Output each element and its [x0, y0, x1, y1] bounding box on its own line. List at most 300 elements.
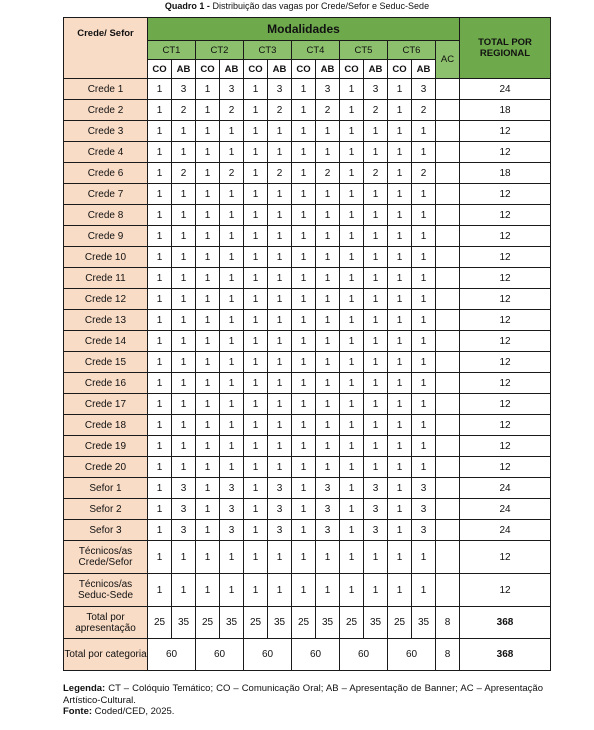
table-cell: 1	[364, 331, 388, 352]
corner-header: Crede/ Sefor	[64, 18, 148, 79]
table-cell: 1	[388, 268, 412, 289]
ac-cell	[436, 310, 460, 331]
table-cell: 1	[292, 226, 316, 247]
ac-cell	[436, 289, 460, 310]
table-cell: 1	[292, 541, 316, 574]
table-cell: 3	[220, 478, 244, 499]
table-cell: 1	[172, 457, 196, 478]
table-cell: 1	[388, 541, 412, 574]
co-header: CO	[388, 60, 412, 79]
table-cell: 1	[172, 205, 196, 226]
row-label: Crede 12	[64, 289, 148, 310]
row-label: Crede 15	[64, 352, 148, 373]
table-cell: 1	[292, 331, 316, 352]
table-cell: 1	[316, 247, 340, 268]
ct-header: CT3	[244, 41, 292, 60]
table-cell: 1	[268, 121, 292, 142]
table-cell: 1	[244, 436, 268, 457]
table-cell: 1	[340, 574, 364, 607]
ac-cell	[436, 79, 460, 100]
table-cell: 1	[244, 226, 268, 247]
table-cell: 1	[220, 289, 244, 310]
table-cell: 1	[364, 436, 388, 457]
ab-header: AB	[412, 60, 436, 79]
table-cell: 1	[412, 415, 436, 436]
table-cell: 1	[172, 184, 196, 205]
total-cell: 12	[460, 352, 551, 373]
table-cell: 1	[268, 373, 292, 394]
total-cell: 12	[460, 184, 551, 205]
table-cell: 1	[148, 436, 172, 457]
table-row	[64, 205, 551, 226]
co-header: CO	[292, 60, 316, 79]
table-cell: 1	[364, 247, 388, 268]
table-cell: 1	[244, 205, 268, 226]
table-cell: 1	[412, 310, 436, 331]
total-cell: 12	[460, 142, 551, 163]
row-label: Crede 4	[64, 142, 148, 163]
total-cell: 12	[460, 205, 551, 226]
table-cell: 1	[388, 247, 412, 268]
table-cell: 1	[172, 310, 196, 331]
table-cell: 1	[292, 574, 316, 607]
row-label: Total por categoria	[64, 639, 148, 671]
table-cell: 1	[316, 415, 340, 436]
table-cell: 3	[364, 478, 388, 499]
row-label: Crede 17	[64, 394, 148, 415]
table-cell: 2	[316, 163, 340, 184]
table-cell: 1	[292, 520, 316, 541]
table-cell: 1	[268, 574, 292, 607]
table-cell: 1	[196, 268, 220, 289]
table-cell: 1	[148, 373, 172, 394]
row-label: Total por apresentação	[64, 607, 148, 639]
ac-cell	[436, 205, 460, 226]
total-cell: 12	[460, 310, 551, 331]
table-row	[64, 499, 551, 520]
table-cell: 1	[268, 205, 292, 226]
total-cell: 24	[460, 478, 551, 499]
table-cell: 1	[172, 415, 196, 436]
table-cell: 1	[388, 499, 412, 520]
row-label: Sefor 3	[64, 520, 148, 541]
table-cell: 1	[340, 289, 364, 310]
table-cell: 1	[244, 331, 268, 352]
table-cell: 1	[148, 541, 172, 574]
row-label: Técnicos/as Seduc-Sede	[64, 574, 148, 607]
table-cell: 1	[196, 478, 220, 499]
table-cell: 1	[220, 436, 244, 457]
table-cell: 1	[292, 79, 316, 100]
table-cell: 1	[340, 520, 364, 541]
total-cell: 12	[460, 373, 551, 394]
table-cell: 35	[172, 607, 196, 639]
table-cell: 1	[316, 310, 340, 331]
table-cell: 1	[244, 121, 268, 142]
total-cell: 12	[460, 394, 551, 415]
table-cell: 1	[244, 352, 268, 373]
ct-header: CT5	[340, 41, 388, 60]
ct-header: CT1	[148, 41, 196, 60]
ac-cell	[436, 142, 460, 163]
table-cell: 1	[172, 226, 196, 247]
table-cell: 1	[148, 184, 172, 205]
table-cell: 1	[196, 436, 220, 457]
table-cell: 1	[364, 352, 388, 373]
table-cell: 1	[292, 373, 316, 394]
table-cell: 1	[340, 415, 364, 436]
table-cell: 1	[196, 331, 220, 352]
table-cell: 1	[412, 226, 436, 247]
category-total-cell: 60	[340, 639, 388, 671]
table-cell: 1	[412, 205, 436, 226]
row-label: Crede 10	[64, 247, 148, 268]
table-cell: 1	[220, 457, 244, 478]
legend-label: Legenda:	[63, 683, 106, 694]
table-cell: 1	[196, 520, 220, 541]
table-cell: 1	[268, 226, 292, 247]
total-cell: 12	[460, 415, 551, 436]
ac-cell	[436, 247, 460, 268]
table-cell: 3	[412, 478, 436, 499]
row-label: Crede 19	[64, 436, 148, 457]
total-cell: 12	[460, 226, 551, 247]
table-cell: 1	[148, 310, 172, 331]
row-label: Crede 1	[64, 79, 148, 100]
table-cell: 1	[268, 331, 292, 352]
table-cell: 1	[148, 415, 172, 436]
table-cell: 1	[244, 457, 268, 478]
table-cell: 1	[340, 100, 364, 121]
table-row	[64, 121, 551, 142]
table-cell: 1	[268, 142, 292, 163]
modalidades-header: Modalidades	[148, 18, 460, 41]
total-cell: 12	[460, 121, 551, 142]
ac-cell	[436, 436, 460, 457]
table-row	[64, 352, 551, 373]
table-cell: 1	[340, 436, 364, 457]
table-cell: 1	[244, 100, 268, 121]
table-cell: 1	[196, 373, 220, 394]
caption-text: Distribuição das vagas por Crede/Sefor e Seduc-Sede	[212, 1, 430, 11]
table-cell: 1	[148, 457, 172, 478]
table-cell: 1	[340, 478, 364, 499]
table-cell: 1	[268, 352, 292, 373]
table-cell: 25	[340, 607, 364, 639]
table-cell: 1	[316, 184, 340, 205]
table-cell: 1	[292, 100, 316, 121]
table-cell: 1	[292, 310, 316, 331]
table-row	[64, 289, 551, 310]
table-cell: 1	[172, 436, 196, 457]
table-cell: 1	[196, 205, 220, 226]
table-cell: 35	[412, 607, 436, 639]
table-cell: 1	[244, 163, 268, 184]
table-cell: 1	[292, 121, 316, 142]
table-cell: 1	[388, 79, 412, 100]
table-cell: 1	[388, 352, 412, 373]
table-cell: 3	[316, 79, 340, 100]
table-row	[64, 142, 551, 163]
table-cell: 1	[196, 121, 220, 142]
table-cell: 1	[412, 373, 436, 394]
ac-cell	[436, 184, 460, 205]
table-cell: 3	[172, 478, 196, 499]
table-cell: 1	[412, 394, 436, 415]
table-cell: 1	[196, 310, 220, 331]
table-cell: 1	[292, 415, 316, 436]
table-cell: 1	[316, 142, 340, 163]
table-cell: 1	[172, 394, 196, 415]
total-cell: 24	[460, 79, 551, 100]
table-row	[64, 394, 551, 415]
table-cell: 1	[364, 121, 388, 142]
total-cell: 12	[460, 289, 551, 310]
total-categoria-row	[64, 639, 551, 671]
row-label: Crede 8	[64, 205, 148, 226]
total-cell: 24	[460, 520, 551, 541]
category-total-cell: 60	[244, 639, 292, 671]
total-cell: 24	[460, 499, 551, 520]
table-cell: 1	[244, 310, 268, 331]
row-label: Crede 3	[64, 121, 148, 142]
table-cell: 1	[388, 226, 412, 247]
table-cell: 1	[220, 142, 244, 163]
table-cell: 2	[364, 163, 388, 184]
table-cell: 1	[412, 541, 436, 574]
table-cell: 1	[412, 184, 436, 205]
table-cell: 2	[268, 163, 292, 184]
row-label: Crede 18	[64, 415, 148, 436]
table-cell: 1	[268, 310, 292, 331]
ac-cell	[436, 499, 460, 520]
ac-cell	[436, 268, 460, 289]
table-cell: 1	[244, 520, 268, 541]
table-cell: 1	[148, 226, 172, 247]
table-cell: 1	[196, 163, 220, 184]
table-cell: 1	[388, 478, 412, 499]
table-cell: 25	[148, 607, 172, 639]
table-cell: 1	[316, 289, 340, 310]
row-label: Sefor 2	[64, 499, 148, 520]
table-cell: 1	[172, 247, 196, 268]
table-cell: 2	[316, 100, 340, 121]
ct-header: CT6	[388, 41, 436, 60]
table-cell: 1	[268, 436, 292, 457]
table-cell: 1	[292, 352, 316, 373]
table-cell: 3	[172, 520, 196, 541]
table-cell: 1	[316, 574, 340, 607]
table-cell: 1	[412, 436, 436, 457]
table-cell: 1	[172, 268, 196, 289]
table-cell: 1	[412, 289, 436, 310]
table-cell: 1	[316, 352, 340, 373]
table-cell: 1	[316, 331, 340, 352]
table-row	[64, 268, 551, 289]
table-cell: 1	[220, 574, 244, 607]
table-cell: 1	[316, 436, 340, 457]
table-cell: 1	[388, 121, 412, 142]
table-cell: 1	[292, 247, 316, 268]
table-cell: 1	[244, 79, 268, 100]
row-label: Crede 20	[64, 457, 148, 478]
table-cell: 1	[292, 268, 316, 289]
table-cell: 1	[364, 541, 388, 574]
table-cell: 1	[148, 520, 172, 541]
ac-cell: 8	[436, 607, 460, 639]
table-cell: 1	[196, 574, 220, 607]
table-row	[64, 574, 551, 607]
table-cell: 2	[412, 163, 436, 184]
table-cell: 1	[172, 289, 196, 310]
table-cell: 1	[340, 310, 364, 331]
table-cell: 1	[244, 394, 268, 415]
table-cell: 1	[388, 520, 412, 541]
table-cell: 1	[172, 541, 196, 574]
table-cell: 1	[268, 268, 292, 289]
table-cell: 3	[220, 499, 244, 520]
table-cell: 1	[148, 352, 172, 373]
table-cell: 1	[196, 79, 220, 100]
table-cell: 35	[268, 607, 292, 639]
total-cell: 12	[460, 331, 551, 352]
table-cell: 1	[388, 184, 412, 205]
table-cell: 1	[220, 226, 244, 247]
table-cell: 1	[148, 100, 172, 121]
table-cell: 1	[316, 394, 340, 415]
table-cell: 1	[364, 268, 388, 289]
table-cell: 1	[244, 499, 268, 520]
table-cell: 1	[316, 268, 340, 289]
table-cell: 1	[388, 289, 412, 310]
table-cell: 1	[148, 142, 172, 163]
table-cell: 3	[316, 520, 340, 541]
table-cell: 1	[196, 499, 220, 520]
legend	[63, 683, 543, 718]
ac-cell	[436, 163, 460, 184]
table-cell: 25	[292, 607, 316, 639]
table-cell: 3	[412, 520, 436, 541]
table-cell: 3	[172, 499, 196, 520]
table-cell: 3	[364, 520, 388, 541]
table-cell: 1	[172, 142, 196, 163]
table-cell: 1	[196, 541, 220, 574]
table-cell: 1	[364, 457, 388, 478]
table-cell: 1	[172, 352, 196, 373]
table-cell: 1	[292, 478, 316, 499]
row-label: Crede 14	[64, 331, 148, 352]
table-cell: 35	[364, 607, 388, 639]
table-cell: 1	[340, 541, 364, 574]
table-cell: 1	[316, 541, 340, 574]
table-cell: 1	[172, 121, 196, 142]
ac-cell	[436, 331, 460, 352]
table-cell: 35	[316, 607, 340, 639]
row-label: Crede 2	[64, 100, 148, 121]
table-cell: 1	[412, 457, 436, 478]
table-cell: 1	[364, 394, 388, 415]
table-cell: 1	[292, 205, 316, 226]
table-cell: 1	[340, 79, 364, 100]
table-cell: 1	[268, 247, 292, 268]
table-cell: 1	[172, 373, 196, 394]
table-cell: 1	[364, 205, 388, 226]
table-cell: 3	[220, 520, 244, 541]
table-cell: 3	[220, 79, 244, 100]
table-cell: 1	[148, 331, 172, 352]
row-label: Crede 11	[64, 268, 148, 289]
legend-text: CT – Colóquio Temático; CO – Comunicação Oral; AB – Apresentação de Banner; AC – Apresentação Artístico-Cultural.	[63, 683, 544, 706]
ac-cell	[436, 574, 460, 607]
table-cell: 3	[364, 499, 388, 520]
caption-number: Quadro 1 -	[164, 1, 210, 11]
table-cell: 1	[316, 121, 340, 142]
total-cell: 12	[460, 541, 551, 574]
table-cell: 3	[412, 499, 436, 520]
table-cell: 2	[412, 100, 436, 121]
table-cell: 1	[220, 541, 244, 574]
table-cell: 1	[340, 268, 364, 289]
table-cell: 1	[364, 310, 388, 331]
table-cell: 1	[220, 121, 244, 142]
table-cell: 1	[292, 142, 316, 163]
table-cell: 2	[268, 100, 292, 121]
total-cell: 368	[460, 607, 551, 639]
table-cell: 1	[388, 415, 412, 436]
table-cell: 1	[340, 163, 364, 184]
ac-cell	[436, 478, 460, 499]
table-cell: 1	[292, 289, 316, 310]
table-cell: 1	[220, 268, 244, 289]
ac-cell	[436, 352, 460, 373]
category-total-cell: 60	[196, 639, 244, 671]
ac-cell	[436, 415, 460, 436]
table-cell: 1	[388, 205, 412, 226]
table-cell: 1	[316, 373, 340, 394]
table-cell: 1	[340, 226, 364, 247]
table-cell: 1	[148, 394, 172, 415]
table-cell: 3	[172, 79, 196, 100]
table-cell: 1	[196, 289, 220, 310]
table-cell: 2	[220, 163, 244, 184]
table-cell: 1	[196, 226, 220, 247]
table-row	[64, 457, 551, 478]
co-header: CO	[196, 60, 220, 79]
table-cell: 25	[244, 607, 268, 639]
row-label: Crede 9	[64, 226, 148, 247]
table-cell: 1	[388, 574, 412, 607]
source-text: Coded/CED, 2025.	[94, 706, 175, 717]
table-cell: 1	[340, 352, 364, 373]
table-cell: 1	[268, 184, 292, 205]
table-cell: 1	[268, 541, 292, 574]
table-cell: 1	[388, 394, 412, 415]
table-cell: 1	[172, 574, 196, 607]
table-cell: 1	[244, 478, 268, 499]
table-cell: 1	[340, 205, 364, 226]
table-cell: 1	[388, 163, 412, 184]
table-cell: 1	[196, 415, 220, 436]
table-cell: 1	[412, 352, 436, 373]
table-cell: 1	[172, 331, 196, 352]
table-row	[64, 541, 551, 574]
table-cell: 1	[244, 289, 268, 310]
table-row	[64, 163, 551, 184]
table-cell: 1	[220, 184, 244, 205]
table-cell: 1	[364, 415, 388, 436]
table-cell: 25	[196, 607, 220, 639]
total-cell: 12	[460, 574, 551, 607]
